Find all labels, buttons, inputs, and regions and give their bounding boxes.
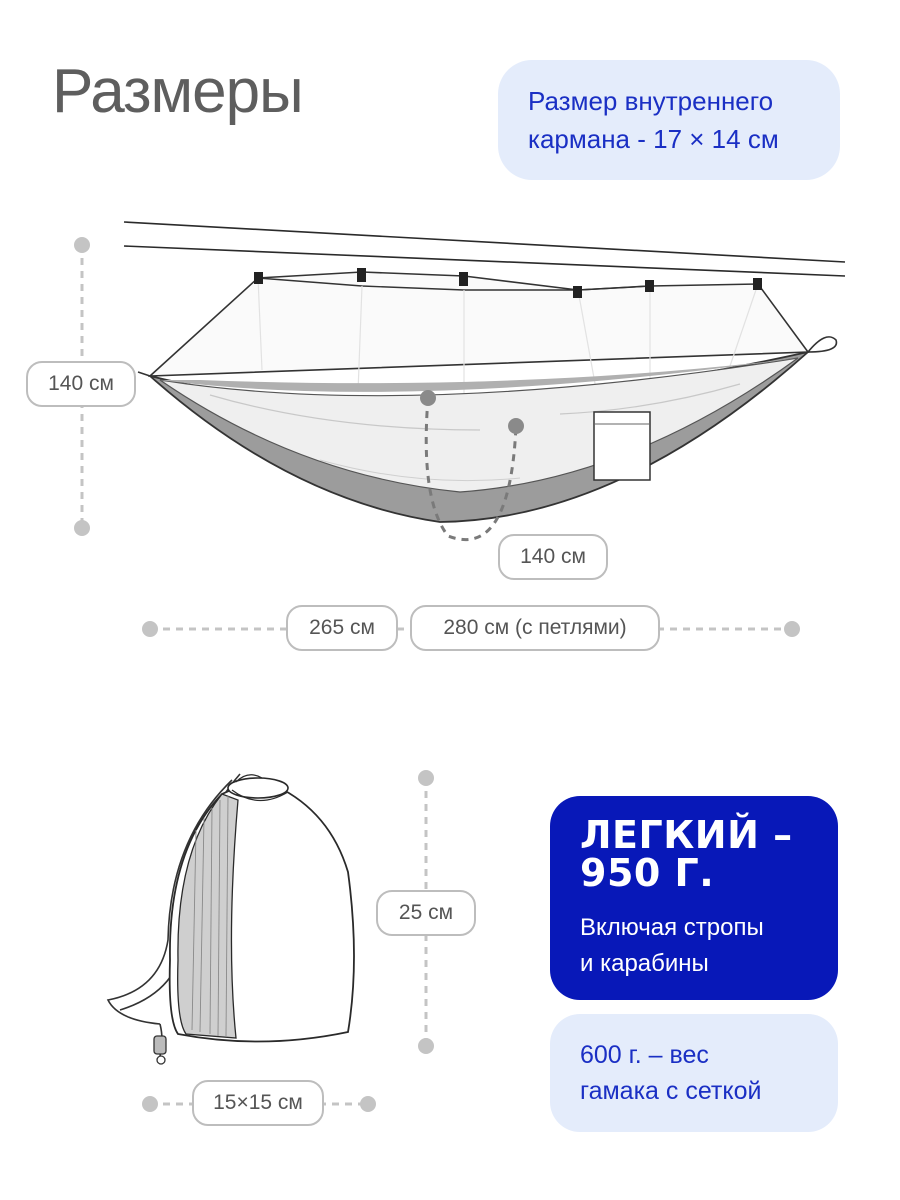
weight-note [580,910,838,982]
net-weight-card [550,1014,838,1132]
bag-base-label: 15×15 см [192,1080,324,1126]
pocket-info-line-1: Размер внутреннего [528,86,774,116]
page-title: Размеры [52,57,303,126]
net-weight-line-2: гамака с сеткой [580,1077,762,1105]
hammock-length-with-loops-label: 280 см (с петлями) [410,605,660,651]
hammock-depth-label: 140 см [498,534,608,580]
hammock-height-label: 140 см [26,361,136,407]
stuff-bag-illustration [108,774,354,1064]
pocket-info-line-2: кармана - 17 × 14 см [528,124,779,154]
hammock-length-label: 265 см [286,605,398,651]
weight-headline-line-1: ЛЕГКИЙ – [580,813,793,857]
weight-note-line-1: Включая стропы [580,914,764,941]
weight-note-line-2: и карабины [580,950,709,977]
hammock-illustration [124,222,845,522]
weight-headline-line-2: 950 Г. [580,851,715,895]
total-weight-card [550,796,838,1000]
bag-height-label: 25 см [376,890,476,936]
net-weight-line-1: 600 г. – вес [580,1041,709,1069]
